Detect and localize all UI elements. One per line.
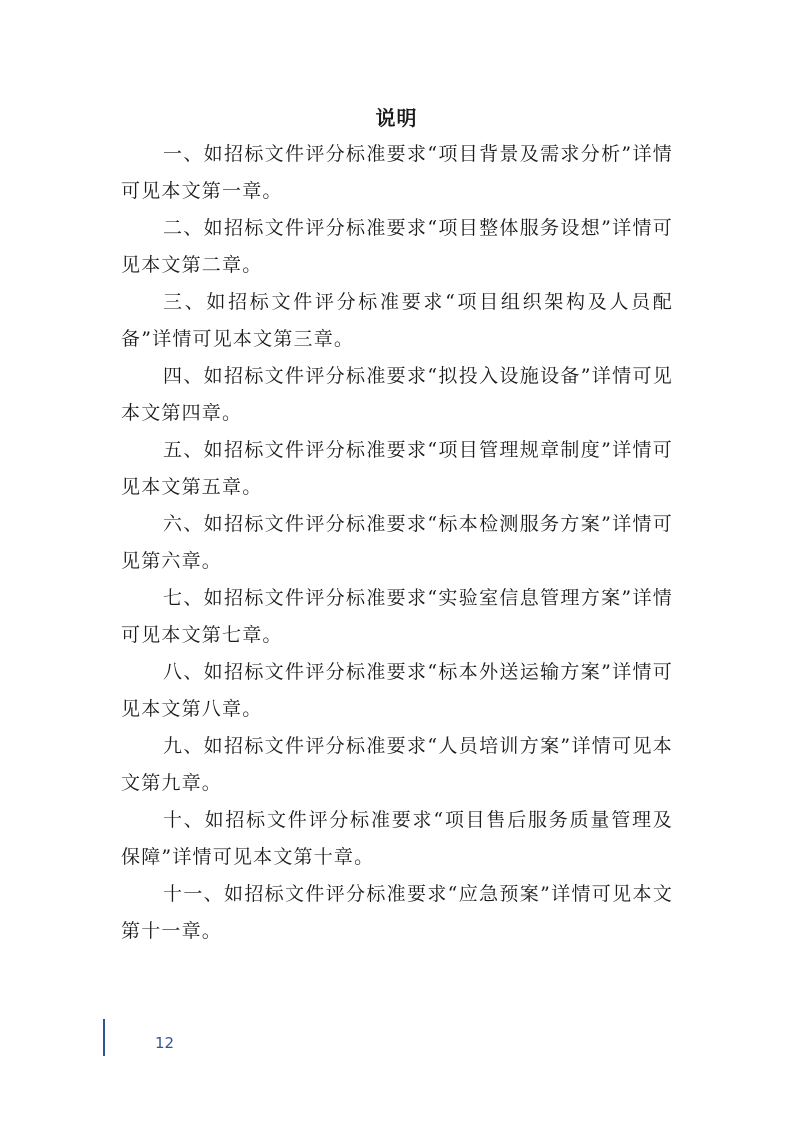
paragraph-2: 二、如招标文件评分标准要求“项目整体服务设想”详情可见本文第二章。 — [121, 217, 673, 276]
paragraph-11: 十一、如招标文件评分标准要求“应急预案”详情可见本文第十一章。 — [121, 883, 673, 942]
paragraph-8: 八、如招标文件评分标准要求“标本外送运输方案”详情可见本文第八章。 — [121, 661, 673, 720]
document-body — [121, 136, 673, 950]
document-title: 说明 — [375, 106, 418, 130]
paragraph-1: 一、如招标文件评分标准要求“项目背景及需求分析”详情可见本文第一章。 — [121, 143, 673, 202]
paragraph-7: 七、如招标文件评分标准要求“实验室信息管理方案”详情可见本文第七章。 — [121, 587, 673, 646]
footer-accent-bar — [103, 1019, 105, 1056]
paragraph-5: 五、如招标文件评分标准要求“项目管理规章制度”详情可见本文第五章。 — [121, 439, 673, 498]
paragraph-4: 四、如招标文件评分标准要求“拟投入设施设备”详情可见本文第四章。 — [121, 365, 673, 424]
paragraph-3: 三、如招标文件评分标准要求“项目组织架构及人员配备”详情可见本文第三章。 — [121, 291, 673, 350]
paragraph-9: 九、如招标文件评分标准要求“人员培训方案”详情可见本文第九章。 — [121, 735, 673, 794]
paragraph-6: 六、如招标文件评分标准要求“标本检测服务方案”详情可见第六章。 — [121, 513, 673, 572]
page-number: 12 — [155, 1034, 175, 1052]
paragraph-10: 十、如招标文件评分标准要求“项目售后服务质量管理及保障”详情可见本文第十章。 — [121, 809, 673, 868]
